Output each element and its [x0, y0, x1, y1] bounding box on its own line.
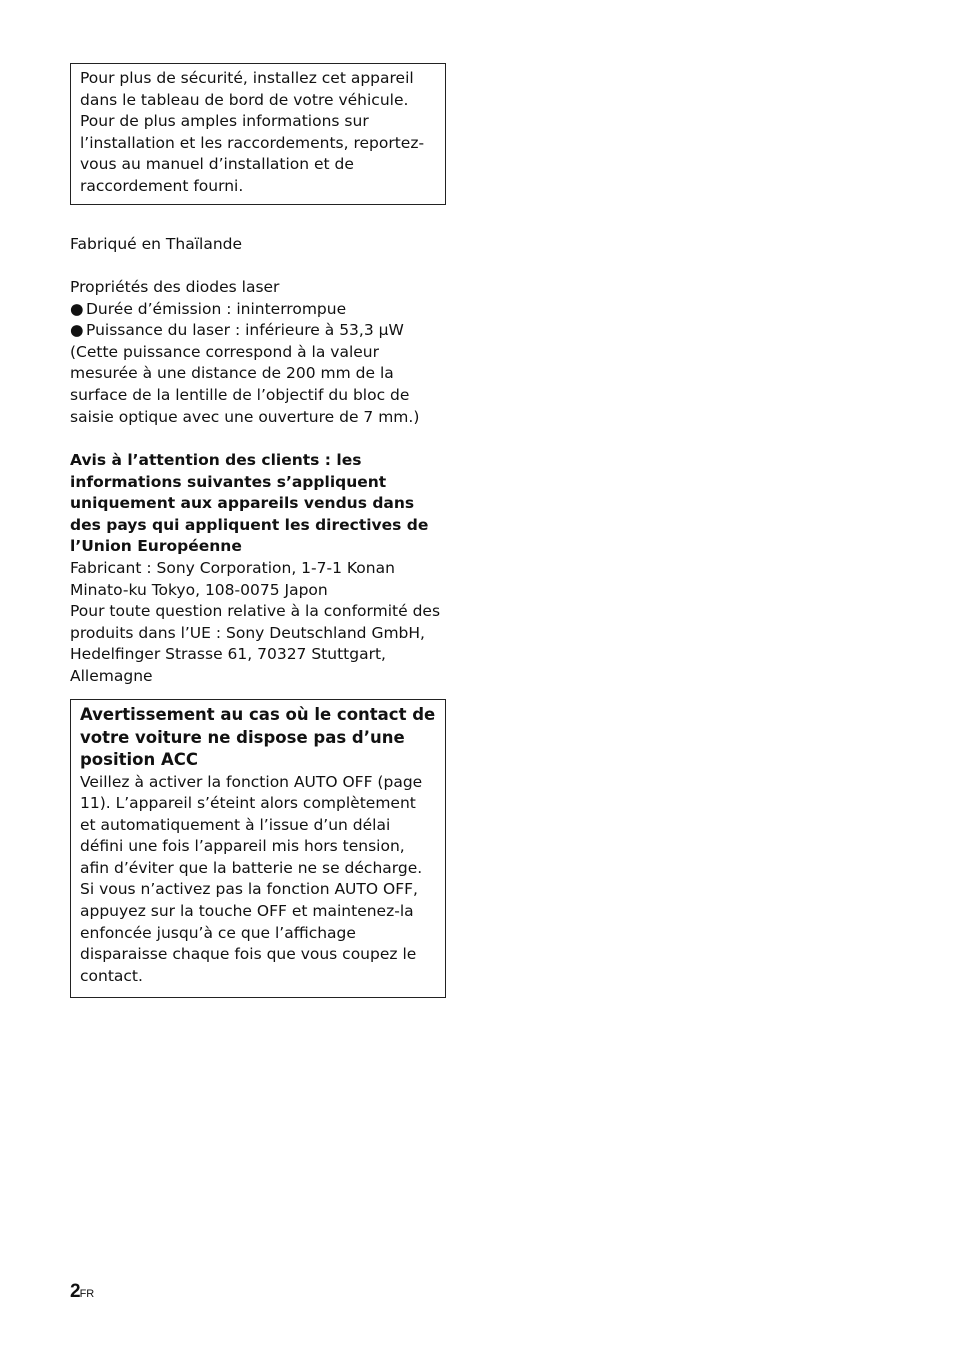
installation-notice-text: Pour plus de sécurité, installez cet appareil dans le tableau de bord de votre véhicule. Pour de plus amples informations sur l’installation et les raccordements, reportez-vous au manuel d’installation et de raccordement fourni.: [80, 69, 425, 195]
acc-warning-box: [70, 699, 446, 998]
laser-bullet-1: [70, 299, 448, 321]
page-number: [70, 1281, 94, 1303]
laser-note: (Cette puissance correspond à la valeur mesurée à une distance de 200 mm de la surface de la lentille de l’objectif du bloc de saisie optique avec une ouverture de 7 mm.): [70, 342, 420, 426]
laser-bullet-2-text: Puissance du laser : inférieure à 53,3 µW: [86, 321, 404, 340]
page-language-code: FR: [79, 1288, 95, 1300]
laser-heading: Propriétés des diodes laser: [70, 278, 280, 296]
eu-manufacturer: Fabricant : Sony Corporation, 1-7-1 Konan Minato-ku Tokyo, 108-0075 Japon: [70, 558, 395, 599]
laser-properties-section: [70, 277, 448, 428]
laser-bullet-2: [70, 320, 448, 342]
installation-notice-box: [70, 63, 446, 205]
eu-notice-heading: Avis à l’attention des clients : les informations suivantes s’appliquent uniquement aux appareils vendus dans des pays qui appliquent les directives de l’Union Européenne: [70, 451, 429, 556]
acc-warning-body: Veillez à activer la fonction AUTO OFF (page 11). L’appareil s’éteint alors complètement et automatiquement à l’issue d’un délai défini une fois l’appareil mis hors tension, afin d’éviter que la batterie ne se décharge. Si vous n’activez pas la fonction AUTO OFF, appuyez sur la touche OFF et maintenez-la enfoncée jusqu’à ce que l’affichage disparaisse chaque fois que vous coupez le contact.: [80, 772, 423, 985]
made-in-text: Fabriqué en Thaïlande: [70, 235, 243, 253]
laser-bullet-1-text: Durée d’émission : ininterrompue: [86, 299, 347, 318]
bullet-icon: ●: [70, 299, 84, 318]
eu-compliance: Pour toute question relative à la conformité des produits dans l’UE : Sony Deutschland GmbH, Hedelfinger Strasse 61, 70327 Stuttgart, Allemagne: [70, 602, 441, 685]
eu-notice-section: [70, 450, 448, 688]
page-number-value: 2: [70, 1281, 80, 1302]
bullet-icon: ●: [70, 321, 84, 340]
acc-warning-title: Avertissement au cas où le contact de votre voiture ne dispose pas d’une position ACC: [80, 705, 436, 769]
